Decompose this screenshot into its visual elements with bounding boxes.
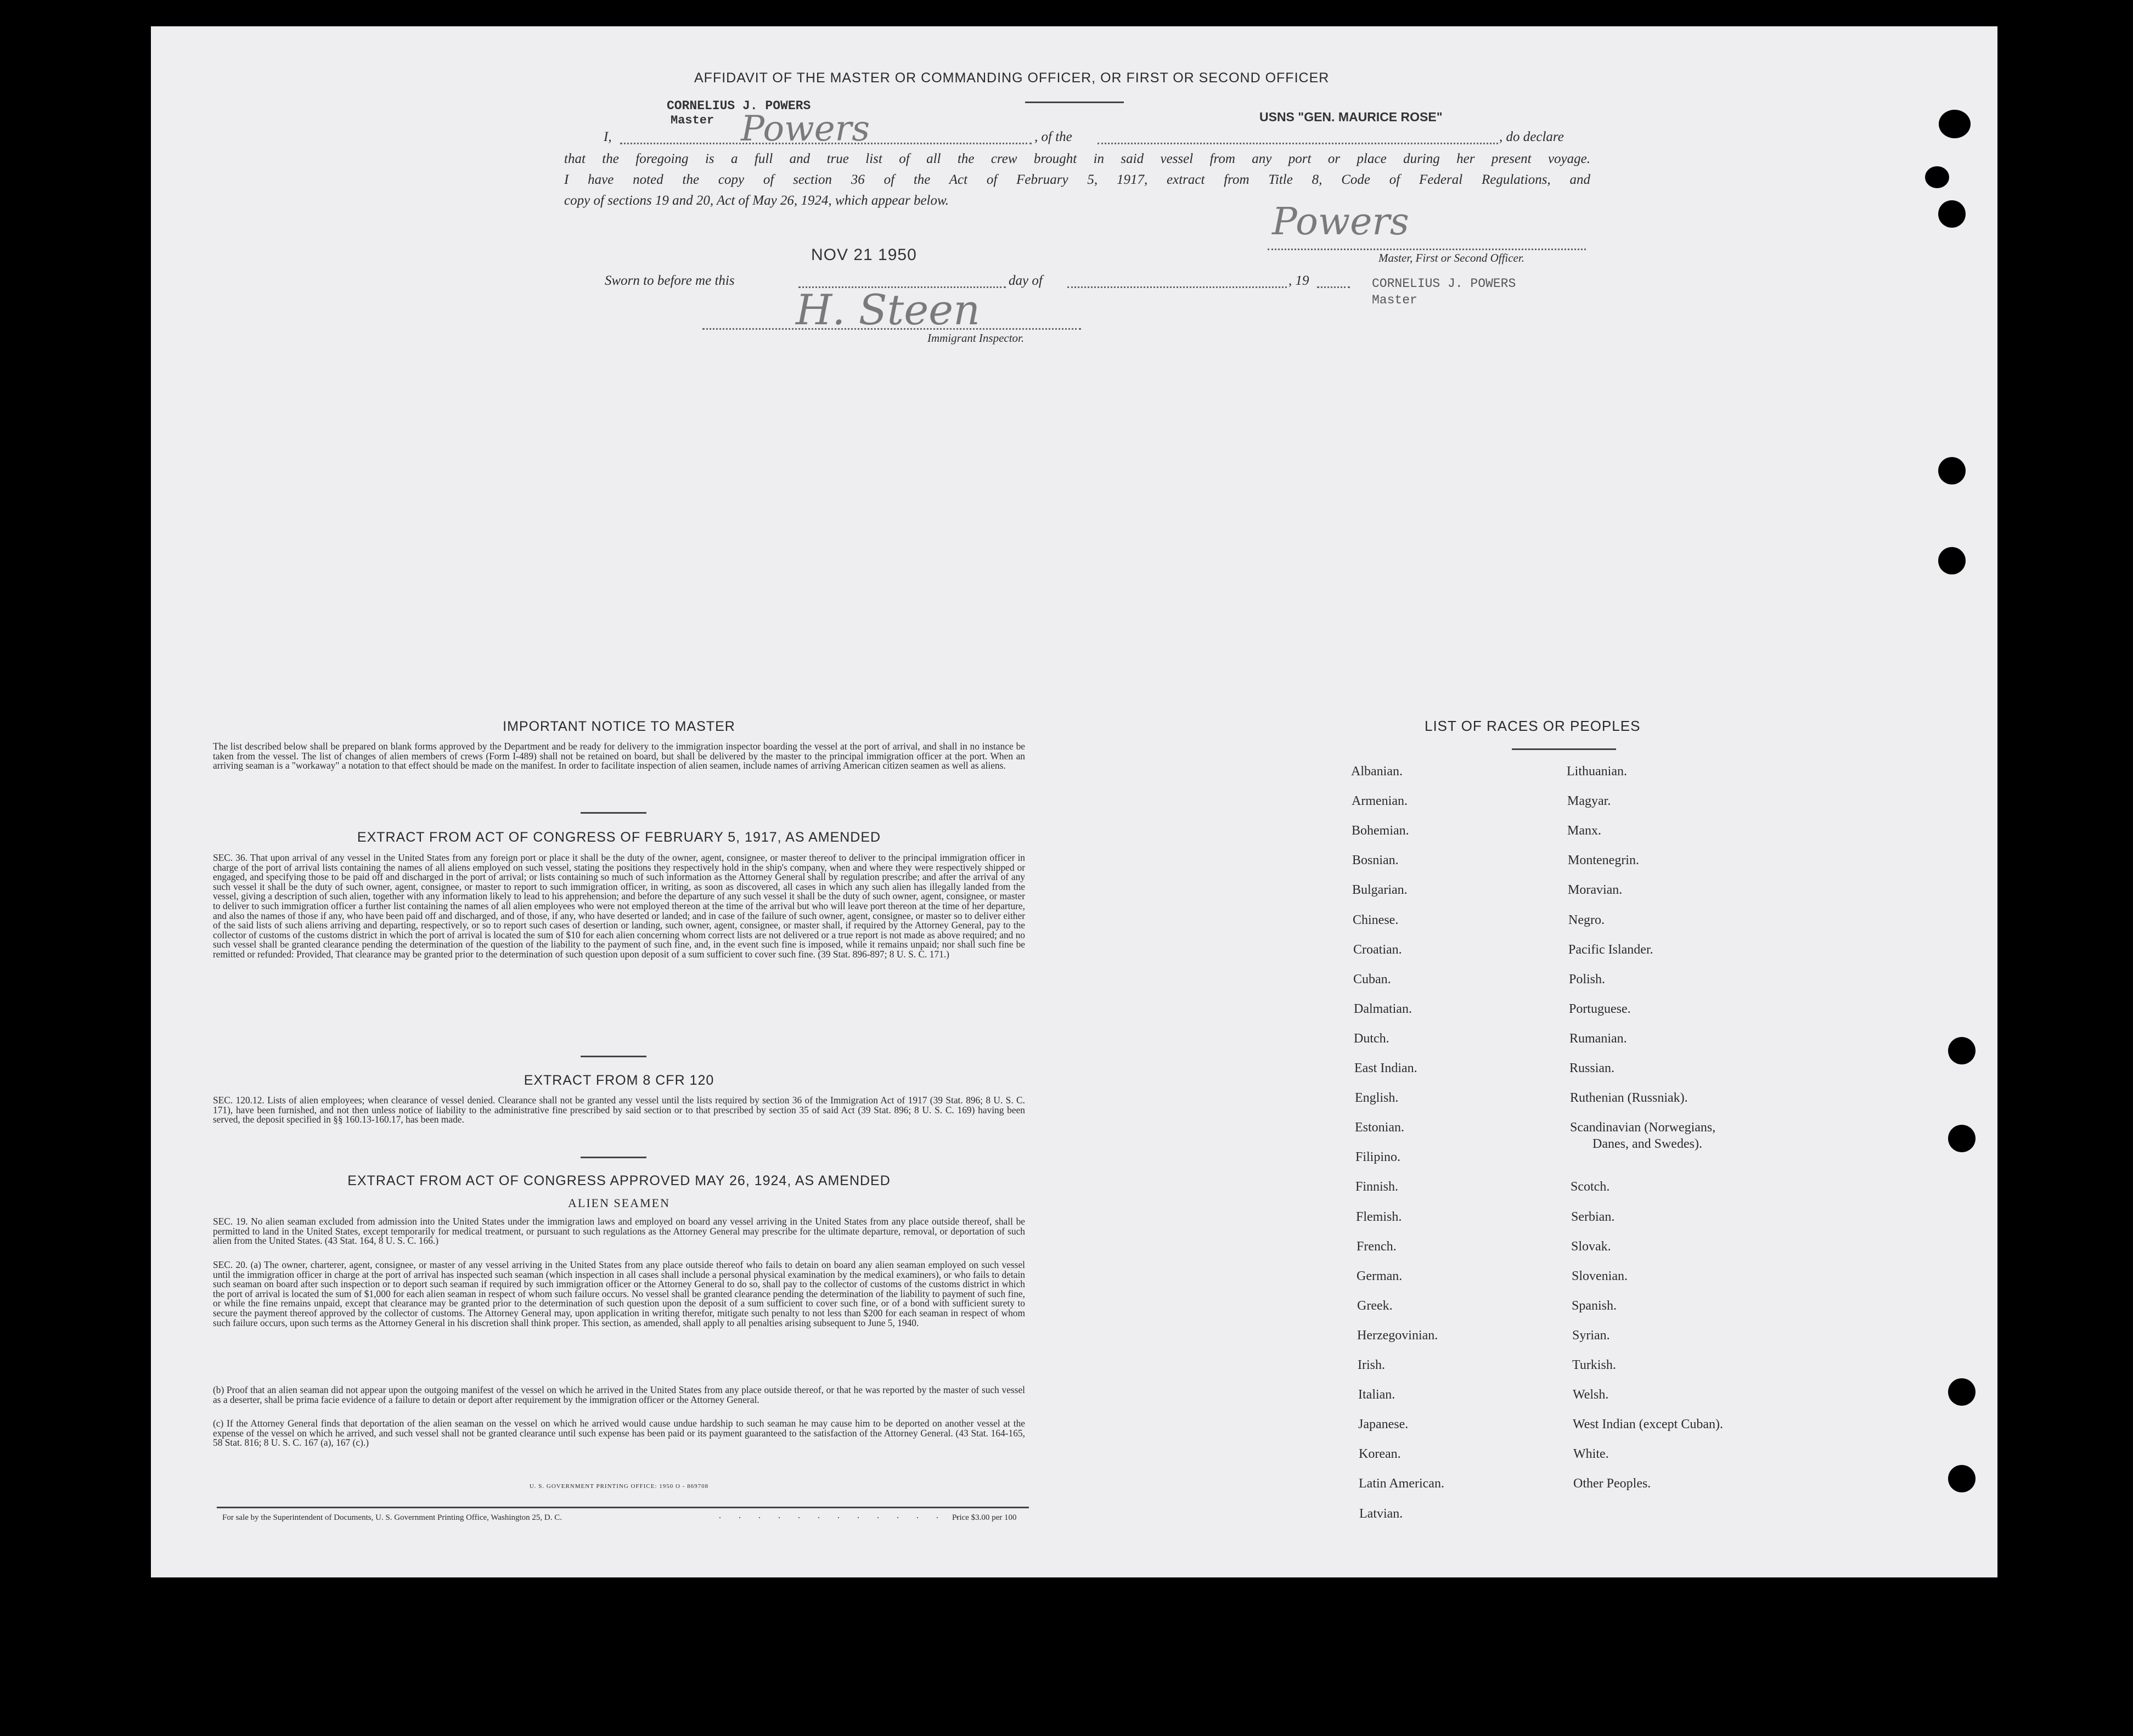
alien-seamen-subheading: ALIEN SEAMEN <box>568 1196 670 1210</box>
footer-rule <box>217 1507 1029 1508</box>
race-item: Bohemian. <box>1352 824 1409 838</box>
race-item: Estonian. <box>1355 1120 1404 1135</box>
document-page <box>151 26 1997 1577</box>
price: Price $3.00 per 100 <box>952 1513 1017 1522</box>
race-item: Welsh. <box>1573 1388 1609 1402</box>
footer-leader-dots: . . . . . . . . . . . . . <box>719 1511 966 1520</box>
race-item: Magyar. <box>1567 794 1611 808</box>
punch-hole <box>1939 110 1971 138</box>
race-item: Dalmatian. <box>1354 1002 1412 1016</box>
race-item: West Indian (except Cuban). <box>1573 1417 1723 1431</box>
extract-1917-heading: EXTRACT FROM ACT OF CONGRESS OF FEBRUARY 5, 1917, AS AMENDED <box>357 830 881 845</box>
race-item: Italian. <box>1358 1388 1395 1402</box>
race-item: Danes, and Swedes). <box>1592 1137 1702 1151</box>
notice-text: The list described below shall be prepared on blank forms approved by the Department and be ready for delivery to the immigration inspector boarding the vessel at the port of arrival, and shall in no instance be taken from the vessel. The list of changes of alien members of crews (Form I-489) shall not be retained on board, but shall be delivered by the master to the principal immigration officer at the port. When an arriving seaman is a "workaway" a notation to that effect should be made on the manifest. In order to facilitate inspection of alien seamen, include names of arriving American citizen seamen as well as aliens. <box>213 741 1025 771</box>
sale-note: For sale by the Superintendent of Documents, U. S. Government Printing Office, Washington 25, D. C. <box>222 1513 562 1522</box>
section-20b-text: (b) Proof that an alien seaman did not appear upon the outgoing manifest of the vessel on which he arrived in the United States from any place outside thereof, or that he was reported by the master of such vessel as a deserter, shall be prima facie evidence of a failure to detain or deport after requirement by the immigration officer or the Attorney General. <box>213 1384 1025 1405</box>
race-item: Herzegovinian. <box>1357 1328 1438 1343</box>
vessel-name-blank <box>1098 143 1498 144</box>
race-item: French. <box>1357 1239 1397 1254</box>
master-name-stamp: CORNELIUS J. POWERS <box>667 99 811 113</box>
extract-1924-heading: EXTRACT FROM ACT OF CONGRESS APPROVED MAY 26, 1924, AS AMENDED <box>347 1173 891 1188</box>
of-the-text: , of the <box>1034 129 1072 144</box>
race-item: Russian. <box>1569 1061 1615 1075</box>
section-20a-text: SEC. 20. (a) The owner, charterer, agent, consignee, or master of any vessel arriving in the United States from any place outside thereof who fails to detain on board any alien seaman employed on such vessel until the immigration officer in charge at the port of arrival has inspected such seaman (which inspection in all cases shall include a personal physical examination by the medical examiners), or who fails to detain such seaman on board after such inspection or to deport such seaman if required by such immigration officer or the Attorney General to do so, shall pay to the collector of customs of the customs district in which the port of arrival is located the sum of $1,000 for each alien seaman in respect of whom such failure occurs. No vessel shall be granted clearance pending the determination of the liability to payment of such fine, or while the fine remains unpaid, except that clearance may be granted prior to the determination of such question upon the deposit of a sum sufficient to cover such fine, or of a bond with sufficient surety to secure the payment thereof approved by the collector of customs. The Attorney General may, upon application in writing therefor, mitigate such penalty to not less than $200 for each seaman in respect of whom such failure occurs, upon such terms as the Attorney General in his discretion shall think proper. This section, as amended, shall apply to all penalties arising subsequent to June 5, 1940. <box>213 1259 1025 1328</box>
race-item: Irish. <box>1358 1358 1385 1372</box>
punch-hole <box>1938 547 1966 574</box>
notice-heading: IMPORTANT NOTICE TO MASTER <box>503 719 735 734</box>
inspector-signature-line <box>702 328 1081 330</box>
race-item: Latin American. <box>1359 1476 1444 1491</box>
race-item: Chinese. <box>1353 913 1399 927</box>
signer-name: CORNELIUS J. POWERS <box>1372 277 1516 291</box>
extract-8cfr-text: SEC. 120.12. Lists of alien employees; when clearance of vessel denied. Clearance shall not be granted any vessel until the lists required by section 36 of the Immigration Act of 1917 (39 Stat. 896; 8 U. S. C. 171), have been furnished, and not then unless notice of liability to the administrative fine prescribed by said section or to that prescribed by section 35 of said Act (39 Stat. 896; 8 U. S. C. 169) having been served, the deposit specified in §§ 160.13-160.17, has been made. <box>213 1095 1025 1125</box>
inspector-signature: H. Steen <box>796 285 981 334</box>
affidavit-title: AFFIDAVIT OF THE MASTER OR COMMANDING OFFICER, OR FIRST OR SECOND OFFICER <box>694 70 1330 86</box>
master-title-stamp: Master <box>671 114 714 127</box>
extract-1917-text: SEC. 36. That upon arrival of any vessel in the United States from any foreign port or place it shall be the duty of the owner, agent, consignee, or master thereof to deliver to the principal immigration officer in charge of the port of arrival lists containing the names of all aliens employed on such vessel, stating the positions they respectively hold in the ship's company, when and where they were respectively shipped or engaged, and specifying those to be paid off and discharged in the port of arrival; or lists containing so much of such information as the Attorney General shall by regulation prescribe; and after the arrival of any such vessel it shall be the duty of such owner, agent, consignee, or master to report to such immigration officer, in writing, as soon as discovered, all cases in which any such alien has illegally landed from the vessel, giving a description of such alien, together with any information likely to lead to his apprehension; and before the departure of any such vessel it shall be the duty of such owner, agent, consignee, or master to deliver to such immigration officer a further list containing the names of all alien employees who were not employed thereon at the time of the arrival but who will leave port thereon at the time of her departure, and also the names of those if any, who have been paid off and discharged, and of those, if any, who have deserted or landed; and in case of the failure of such owner, agent, consignee, or master so to deliver either of the said lists of such aliens arriving and departing, respectively, or so to report such cases of desertion or landing, such owner, agent, consignee, or master shall, if required by the Attorney General, pay to the collector of customs of the customs district in which the port of arrival is located the sum of $10 for each alien concerning whom correct lists are not delivered or a true report is not made as above required; and no such vessel shall be granted clearance pending the determination of the question of the liability to the payment of such fine, and, in the event such fine is imposed, while it remains unpaid; nor shall such fine be remitted or refunded: Provided, That clearance may be granted prior to the determination of such question upon deposit of a sum sufficient to cover such fine. (39 Stat. 896-897; 8 U. S. C. 171.) <box>213 852 1025 960</box>
section-20c-text: (c) If the Attorney General finds that deportation of the alien seaman on the vessel on which he arrived would cause undue hardship to such seaman he may cause him to be deported on another vessel at the expense of the vessel on which he arrived, and such vessel shall not be granted clearance until such expense has been paid or its payment guaranteed to the satisfaction of the Attorney General. (43 Stat. 164-165, 58 Stat. 816; 8 U. S. C. 167 (a), 167 (c).) <box>213 1418 1025 1448</box>
race-item: Latvian. <box>1359 1507 1403 1521</box>
sworn-year-blank <box>1317 286 1350 288</box>
signer-title: Master <box>1372 293 1417 307</box>
extract-8cfr-divider <box>581 1157 646 1158</box>
punch-hole <box>1948 1378 1976 1406</box>
race-item: Scandinavian (Norwegians, <box>1570 1120 1716 1135</box>
punch-hole <box>1938 200 1966 228</box>
race-item: Manx. <box>1567 824 1601 838</box>
race-item: Cuban. <box>1353 972 1391 987</box>
race-item: East Indian. <box>1354 1061 1417 1075</box>
extract-1917-divider <box>581 1056 646 1057</box>
sworn-year: , 19 <box>1288 273 1309 288</box>
race-item: Spanish. <box>1572 1299 1617 1313</box>
race-item: Pacific Islander. <box>1568 943 1653 957</box>
race-item: Rumanian. <box>1569 1032 1627 1046</box>
race-item: Croatian. <box>1353 943 1402 957</box>
master-signature: Powers <box>741 109 870 149</box>
race-item: Bosnian. <box>1352 853 1399 867</box>
race-item: German. <box>1357 1269 1403 1283</box>
punch-hole <box>1948 1037 1976 1064</box>
races-heading: LIST OF RACES OR PEOPLES <box>1425 718 1641 734</box>
declaration-line-2: that the foregoing is a full and true list of all the crew brought in said vessel from any port or place during her present voyage. <box>564 151 1590 166</box>
race-item: Lithuanian. <box>1567 764 1627 779</box>
race-item: White. <box>1573 1447 1609 1461</box>
sworn-date-stamp: NOV 21 1950 <box>811 246 917 264</box>
race-item: Armenian. <box>1352 794 1408 808</box>
race-item: Filipino. <box>1355 1150 1401 1164</box>
race-item: Other Peoples. <box>1573 1476 1651 1491</box>
races-divider <box>1512 748 1616 750</box>
race-item: Negro. <box>1568 913 1605 927</box>
master-signature-2: Powers <box>1272 200 1409 244</box>
race-item: Japanese. <box>1358 1417 1409 1431</box>
race-item: Portuguese. <box>1569 1002 1631 1016</box>
race-item: Dutch. <box>1354 1032 1389 1046</box>
punch-hole <box>1925 166 1949 188</box>
race-item: Ruthenian (Russniak). <box>1570 1091 1688 1105</box>
punch-hole <box>1948 1465 1976 1492</box>
race-item: Bulgarian. <box>1352 883 1408 897</box>
race-item: Albanian. <box>1351 764 1403 779</box>
race-item: Greek. <box>1357 1299 1393 1313</box>
inspector-caption: Immigrant Inspector. <box>927 331 1025 345</box>
race-item: Serbian. <box>1571 1210 1615 1224</box>
do-declare-text: , do declare <box>1499 129 1564 144</box>
race-item: English. <box>1355 1091 1399 1105</box>
race-item: Scotch. <box>1571 1180 1610 1194</box>
master-signature-line <box>1268 249 1586 250</box>
race-item: Turkish. <box>1572 1358 1616 1372</box>
master-caption: Master, First or Second Officer. <box>1378 251 1524 264</box>
race-item: Flemish. <box>1356 1210 1402 1224</box>
race-item: Finnish. <box>1355 1180 1399 1194</box>
punch-hole <box>1938 457 1966 484</box>
section-19-text: SEC. 19. No alien seaman excluded from admission into the United States under the immigration laws and employed on board any vessel arriving in the United States from any place outside thereof, shall be permitted to land in the United States, except temporarily for medical treatment, or pursuant to such regulations as the Attorney General may prescribe for the ultimate departure, removal, or deportation of such alien from the United States. (43 Stat. 164, 8 U. S. C. 166.) <box>213 1216 1025 1247</box>
sworn-month-blank <box>1067 286 1287 288</box>
race-item: Moravian. <box>1568 883 1623 897</box>
sworn-day-of: day of <box>1009 273 1043 288</box>
gpo-imprint: U. S. GOVERNMENT PRINTING OFFICE: 1950 O - 869708 <box>529 1483 709 1490</box>
title-divider <box>1025 102 1124 103</box>
race-item: Polish. <box>1569 972 1606 987</box>
sworn-prefix: Sworn to before me this <box>605 273 735 288</box>
race-item: Montenegrin. <box>1568 853 1639 867</box>
declaration-line-4: copy of sections 19 and 20, Act of May 26, 1924, which appear below. <box>564 193 949 208</box>
vessel-name-stamp: USNS "GEN. MAURICE ROSE" <box>1259 110 1443 124</box>
notice-divider <box>581 812 646 814</box>
extract-8cfr-heading: EXTRACT FROM 8 CFR 120 <box>524 1073 714 1088</box>
race-item: Korean. <box>1359 1447 1401 1461</box>
punch-hole <box>1948 1125 1976 1152</box>
declaration-line-3: I have noted the copy of section 36 of the Act of February 5, 1917, extract from Title 8, Code of Federal Regulations, and <box>564 172 1590 187</box>
race-item: Syrian. <box>1572 1328 1610 1343</box>
declaration-i: I, <box>604 129 612 144</box>
race-item: Slovak. <box>1571 1239 1611 1254</box>
race-item: Slovenian. <box>1572 1269 1628 1283</box>
